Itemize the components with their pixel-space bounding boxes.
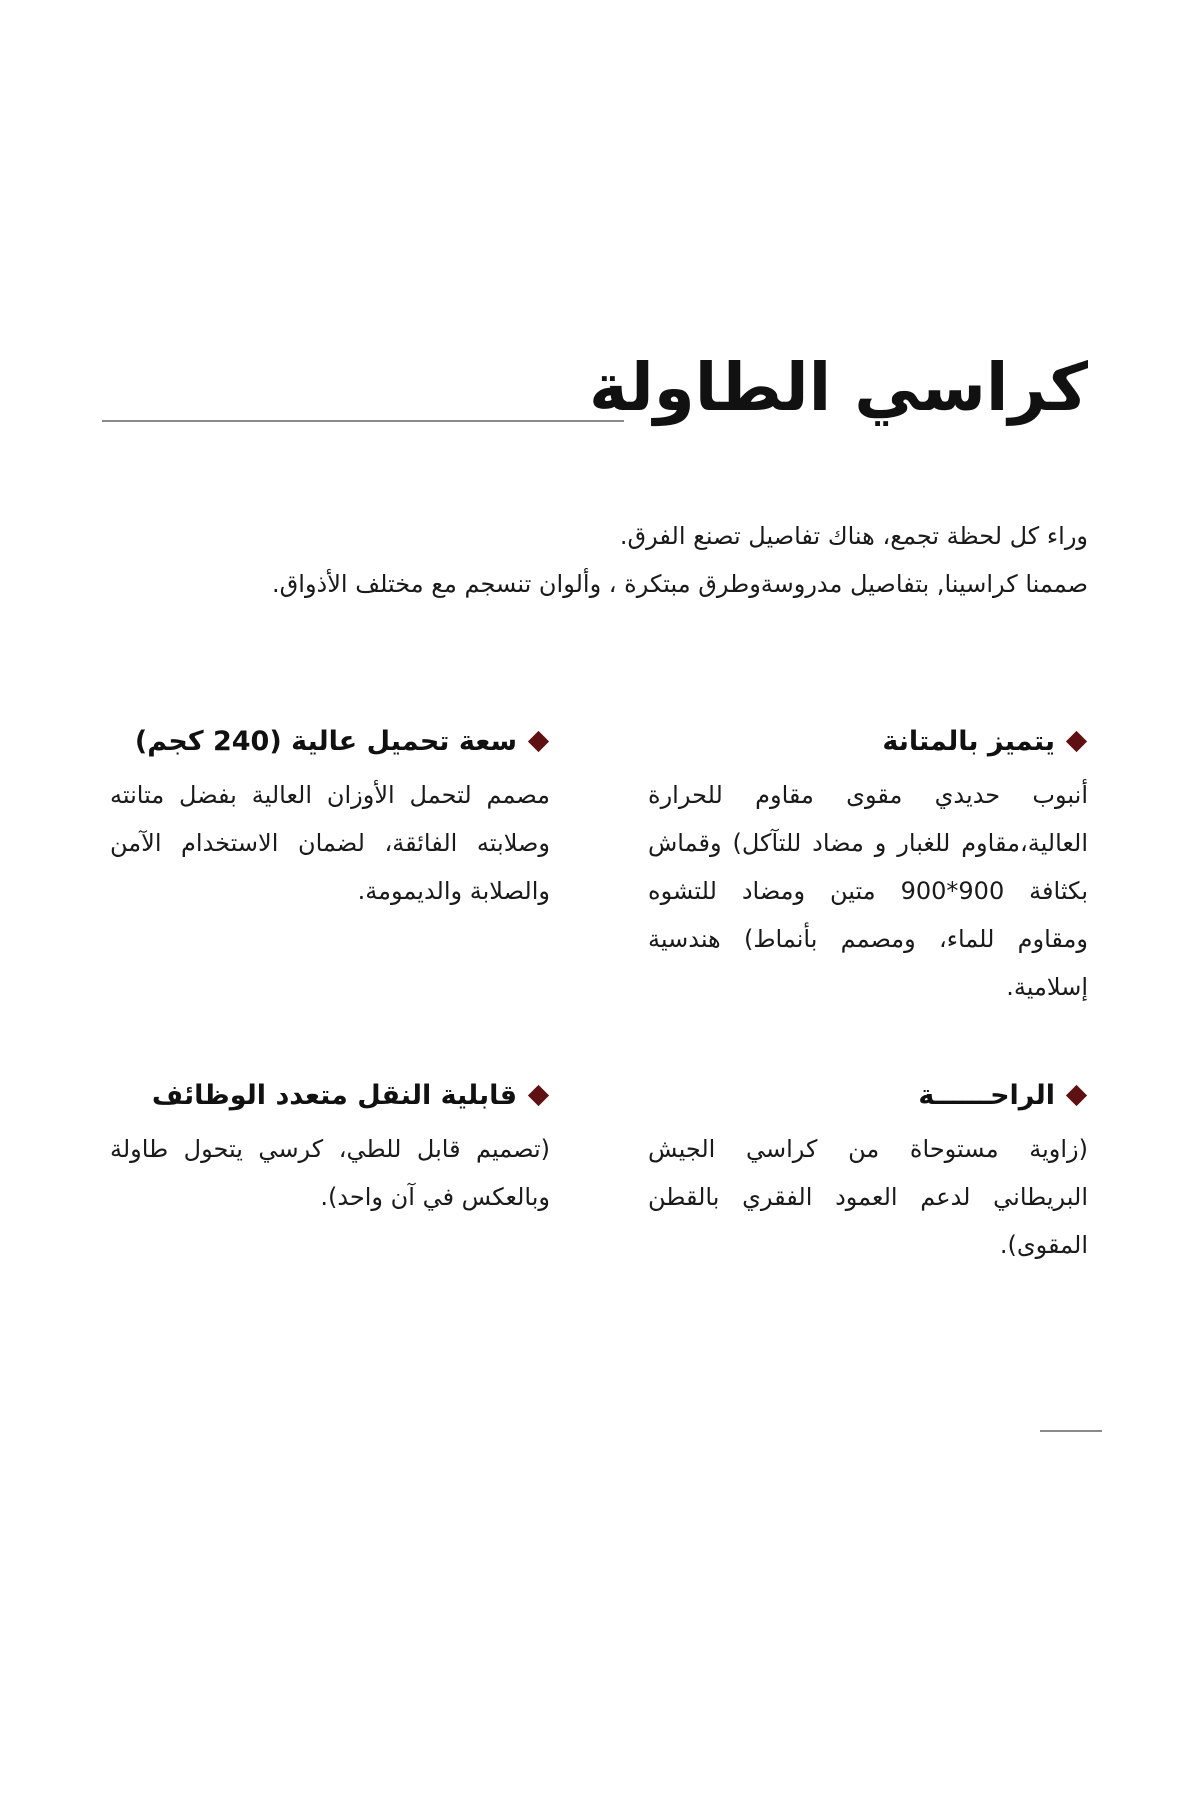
feature-description: مصمم لتحمل الأوزان العالية بفضل متانته وصلابته الفائقة، لضمان الاستخدام الآمن والصلابة والديمومة. [110, 781, 550, 905]
feature-title: الراحــــــة [918, 1080, 1055, 1111]
title-divider [102, 420, 624, 422]
feature-title: قابلية النقل متعدد الوظائف [151, 1080, 517, 1111]
diamond-bullet-icon [1066, 1085, 1087, 1106]
feature-description: (زاوية مستوحاة من كراسي الجيش البريطاني لدعم العمود الفقري بالقطن المقوى). [648, 1135, 1088, 1259]
feature-heading [110, 1080, 550, 1111]
diamond-bullet-icon [528, 1085, 549, 1106]
diamond-bullet-icon [1066, 731, 1087, 752]
intro-paragraph [128, 512, 1088, 608]
feature-load-capacity [110, 726, 550, 915]
feature-heading [648, 1080, 1088, 1111]
feature-description: أنبوب حديدي مقوى مقاوم للحرارة العالية،مقاوم للغبار و مضاد للتآكل) وقماش بكثافة 900*900 متين ومضاد للتشوه ومقاوم للماء، ومصمم بأنماط) هندسية إسلامية. [648, 781, 1088, 1001]
feature-heading [648, 726, 1088, 757]
feature-heading [110, 726, 550, 757]
feature-title: سعة تحميل عالية (240 كجم) [134, 726, 517, 757]
feature-durability [648, 726, 1088, 1011]
feature-comfort [648, 1080, 1088, 1269]
page-title: كراسي الطاولة [588, 349, 1088, 426]
feature-description: (تصميم قابل للطي، كرسي يتحول طاولة وبالعكس في آن واحد). [110, 1135, 550, 1211]
feature-portability [110, 1080, 550, 1221]
footer-divider [1040, 1430, 1102, 1432]
feature-title: يتميز بالمتانة [882, 726, 1055, 757]
intro-line-2: صممنا كراسينا, بتفاصيل مدروسةوطرق مبتكرة ، وألوان تنسجم مع مختلف الأذواق. [272, 570, 1088, 598]
intro-line-1: وراء كل لحظة تجمع، هناك تفاصيل تصنع الفرق. [619, 522, 1088, 550]
diamond-bullet-icon [528, 731, 549, 752]
